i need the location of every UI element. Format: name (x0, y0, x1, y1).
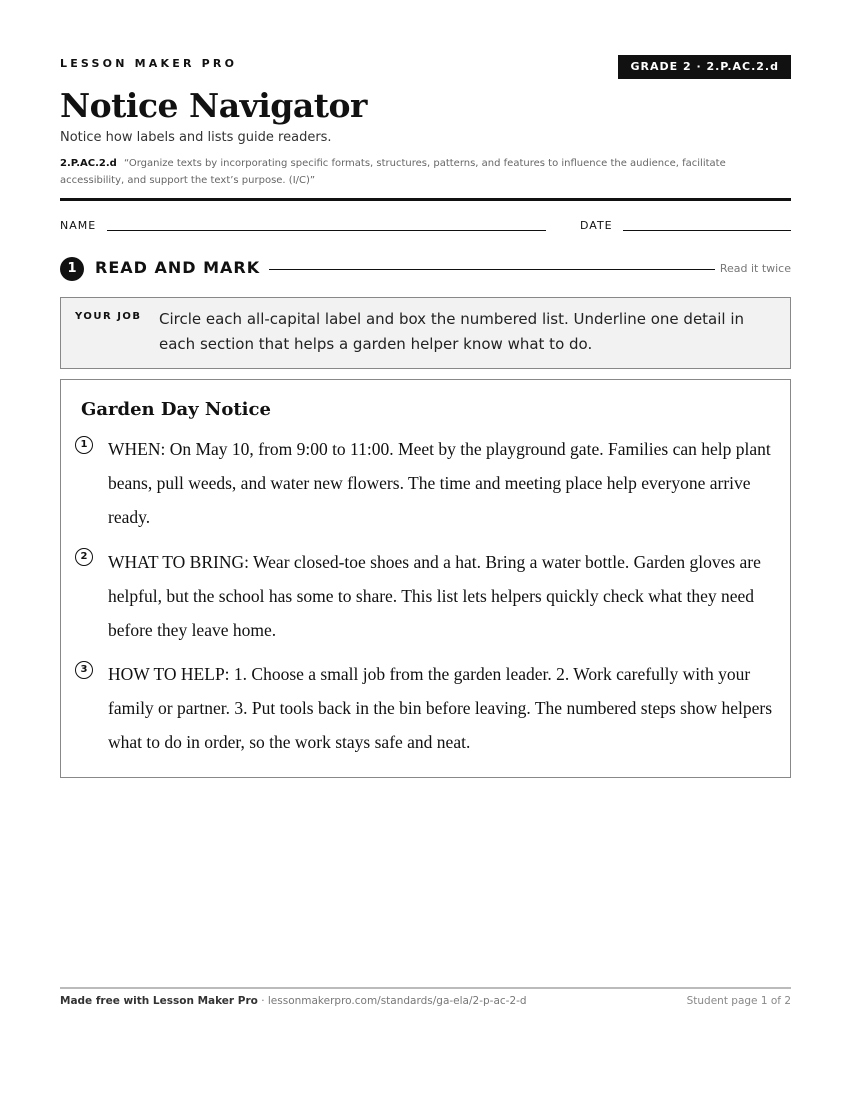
paragraph-number-3: 3 (75, 661, 93, 679)
passage-title: Garden Day Notice (81, 399, 271, 420)
date-field[interactable] (623, 230, 791, 231)
grade-badge: GRADE 2 · 2.P.AC.2.d (618, 55, 791, 79)
page-indicator: Student page 1 of 2 (686, 995, 791, 1007)
paragraph-number-1: 1 (75, 436, 93, 454)
footer-separator: · (257, 995, 268, 1007)
section-title: READ AND MARK (95, 258, 261, 277)
footer-divider (60, 987, 791, 989)
footer-credit (60, 995, 527, 1007)
instructions-text: Circle each all-capital label and box the numbered list. Underline one detail in each section that helps a garden helper know what to do. (159, 310, 745, 353)
standard-code: 2.P.AC.2.d (60, 158, 117, 169)
page-subtitle: Notice how labels and lists guide readers. (60, 130, 332, 145)
brand-name: LESSON MAKER PRO (60, 57, 238, 70)
standard-description (60, 155, 791, 189)
section-note: Read it twice (719, 262, 791, 275)
standard-text: “Organize texts by incorporating specific formats, structures, patterns, and features to influence the audience, facilitate accessibility, and support the text’s purpose. (I/C)” (60, 158, 726, 186)
page-title: Notice Navigator (60, 86, 367, 125)
name-field[interactable] (107, 230, 546, 231)
section-number-badge: 1 (60, 257, 84, 281)
paragraph-number-2: 2 (75, 548, 93, 566)
paragraph-3: HOW TO HELP: 1. Choose a small job from the garden leader. 2. Work carefully with your family or partner. 3. Put tools back in the bin before leaving. The numbered steps show helpers what to do in order, so the work stays safe and neat. (108, 664, 773, 752)
reading-passage-box (60, 379, 791, 778)
instructions-label: YOUR JOB (75, 311, 142, 322)
header-divider (60, 198, 791, 201)
date-label: DATE (580, 219, 613, 232)
section-divider (269, 269, 715, 270)
paragraph-1: WHEN: On May 10, from 9:00 to 11:00. Meet by the playground gate. Families can help plant beans, pull weeds, and water new flowers. The time and meeting place help everyone arrive ready. (108, 439, 771, 527)
footer-url[interactable]: lessonmakerpro.com/standards/ga-ela/2-p-ac-2-d (267, 995, 527, 1007)
name-label: NAME (60, 219, 97, 232)
instructions-box (60, 297, 791, 369)
paragraph-2: WHAT TO BRING: Wear closed-toe shoes and a hat. Bring a water bottle. Garden gloves are helpful, but the school has some to share. This list lets helpers quickly check what they need before they leave home. (108, 552, 761, 640)
footer-made-with: Made free with Lesson Maker Pro (60, 995, 258, 1007)
